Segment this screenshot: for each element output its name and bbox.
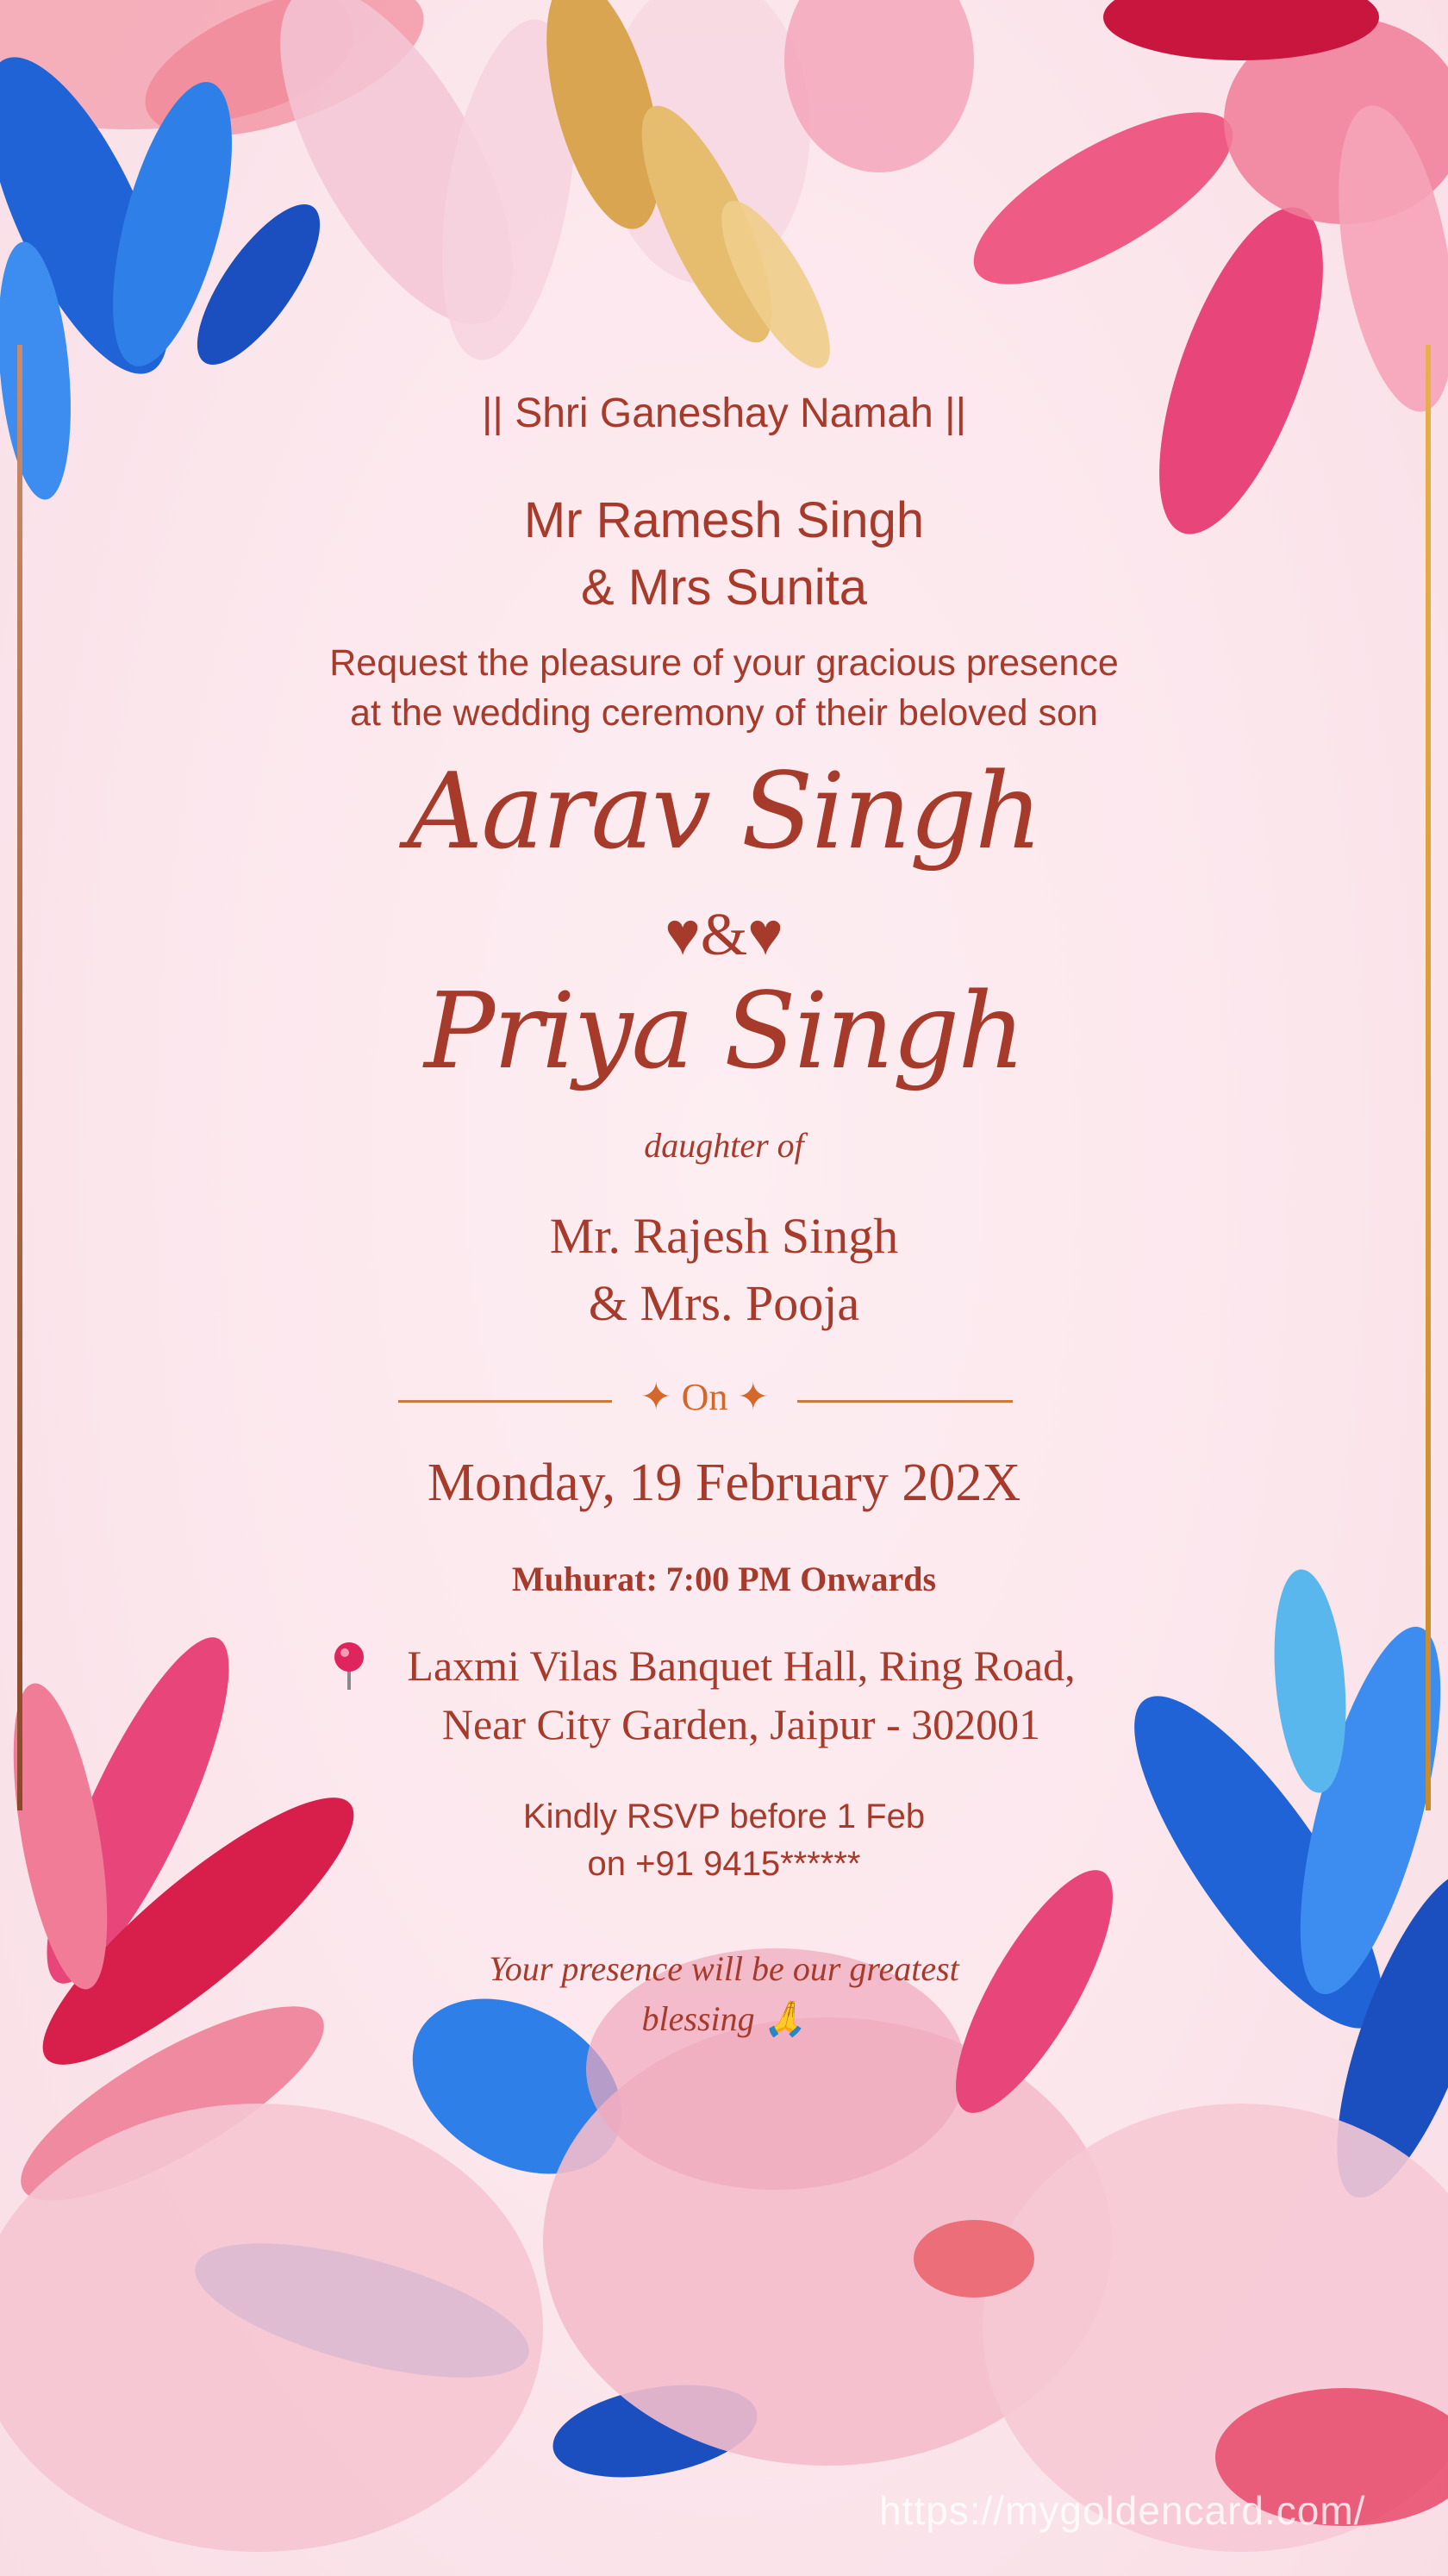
blessing-text bbox=[0, 1944, 1448, 2044]
on-label: ✦ On ✦ bbox=[640, 1376, 770, 1418]
daughter-of-label: daughter of bbox=[644, 1126, 804, 1165]
request-text bbox=[0, 638, 1448, 738]
blessing-line1: Your presence will be our greatest bbox=[489, 1949, 959, 1988]
venue-line2: Near City Garden, Jaipur - 302001 bbox=[441, 1700, 1041, 1748]
request-line1: Request the pleasure of your gracious presence bbox=[329, 642, 1119, 684]
venue-line1: Laxmi Vilas Banquet Hall, Ring Road, bbox=[407, 1641, 1076, 1690]
request-line2: at the wedding ceremony of their beloved son bbox=[350, 692, 1098, 734]
watermark-url: https://mygoldencard.com/ bbox=[879, 2488, 1366, 2533]
divider-line-right bbox=[797, 1400, 1013, 1403]
rsvp-line2: on +91 9415****** bbox=[587, 1845, 861, 1883]
groom-parents-line1: Mr Ramesh Singh bbox=[523, 492, 925, 548]
groom-parents-line2: & Mrs Sunita bbox=[581, 560, 867, 616]
muhurat-time: Muhurat: 7:00 PM Onwards bbox=[511, 1560, 937, 1598]
rsvp-line1: Kindly RSVP before 1 Feb bbox=[522, 1798, 926, 1835]
blessing-line2: blessing 🙏 bbox=[641, 1999, 807, 2038]
bride-parents bbox=[0, 1203, 1448, 1337]
bride-name: Priya Singh bbox=[424, 970, 1024, 1092]
groom-parents bbox=[0, 487, 1448, 622]
rsvp-text bbox=[0, 1793, 1448, 1888]
wedding-date: Monday, 19 February 202X bbox=[427, 1454, 1021, 1512]
divider-line-left bbox=[398, 1400, 612, 1403]
bride-parents-line2: & Mrs. Pooja bbox=[588, 1275, 860, 1331]
bride-parents-line1: Mr. Rajesh Singh bbox=[549, 1208, 899, 1264]
mantra-text: || Shri Ganeshay Namah || bbox=[481, 391, 967, 436]
hearts-ampersand: ♥&♥ bbox=[665, 902, 783, 968]
on-divider bbox=[0, 1375, 1448, 1427]
venue-address bbox=[0, 1636, 1448, 1754]
groom-name: Aarav Singh bbox=[407, 750, 1041, 872]
